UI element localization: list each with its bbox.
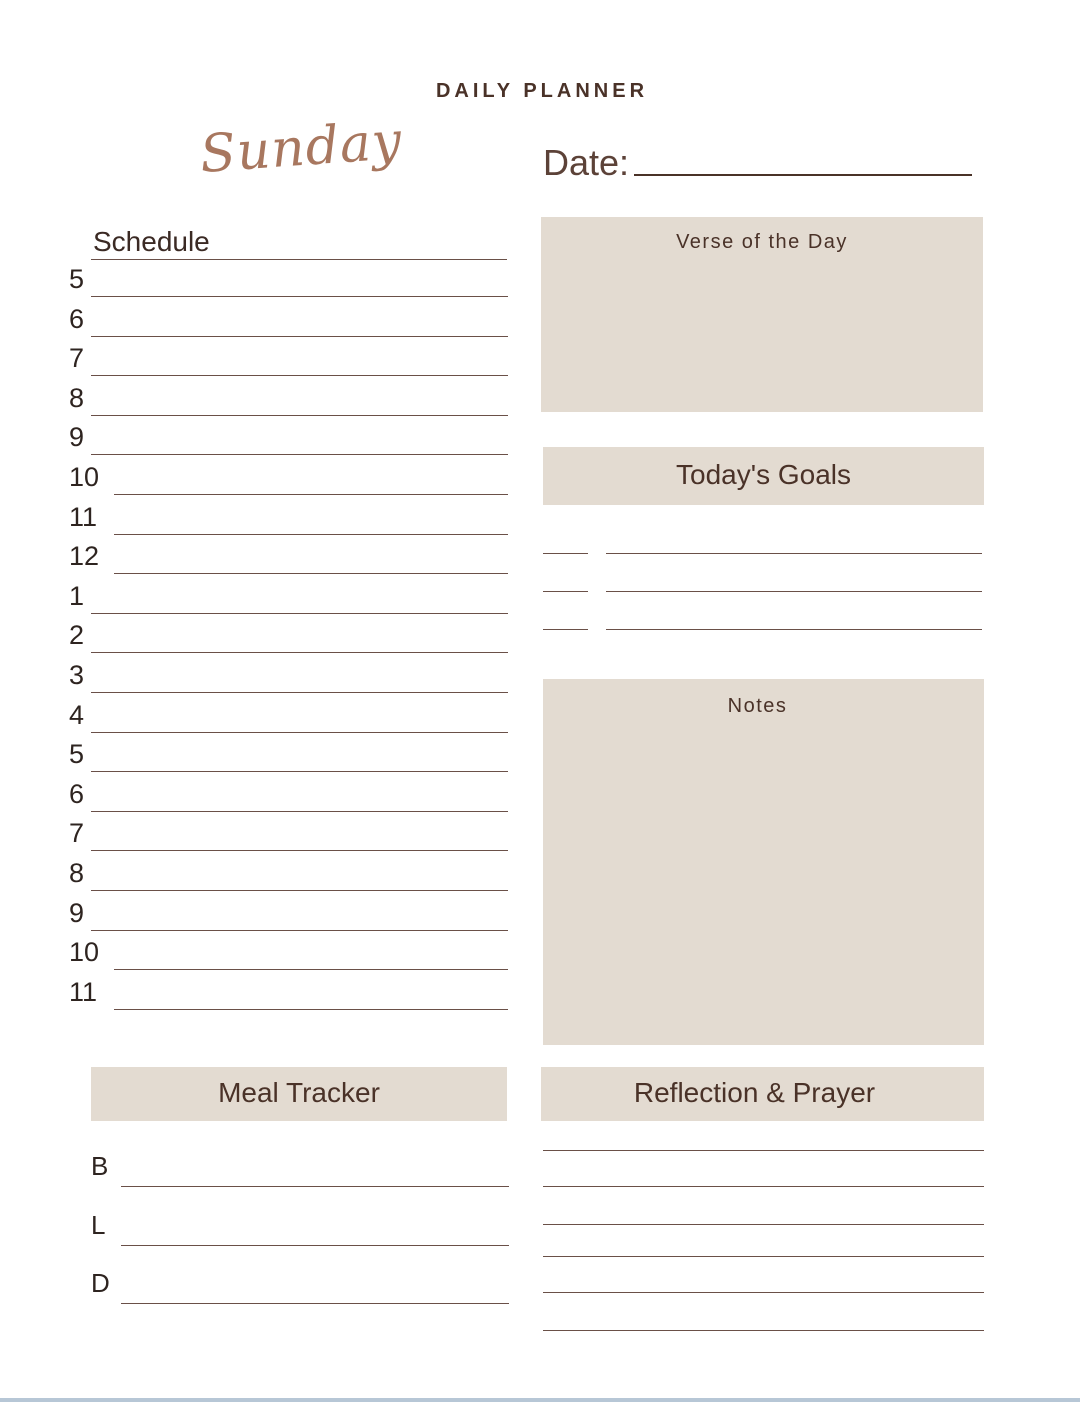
schedule-hour: 1 — [69, 580, 85, 611]
verse-title: Verse of the Day — [676, 231, 848, 253]
schedule-line[interactable] — [91, 930, 508, 931]
schedule-line[interactable] — [91, 454, 508, 455]
planner-title: DAILY PLANNER — [435, 80, 649, 102]
reflection-header — [541, 1067, 984, 1121]
verse-box[interactable] — [541, 217, 983, 412]
notes-box[interactable] — [543, 679, 984, 1045]
date-field[interactable] — [634, 174, 972, 176]
meal-letter: B — [91, 1151, 109, 1181]
schedule-line[interactable] — [91, 771, 508, 772]
schedule-hour: 6 — [69, 303, 85, 334]
schedule-hour: 7 — [69, 818, 85, 849]
schedule-hour: 6 — [69, 778, 85, 809]
goals-title: Today's Goals — [676, 459, 851, 490]
schedule-hour: 11 — [69, 501, 98, 532]
schedule-hour: 8 — [69, 858, 85, 888]
schedule-hour: 5 — [69, 264, 85, 294]
meal-header — [91, 1067, 507, 1121]
schedule-hour: 5 — [69, 739, 85, 770]
meal-title: Meal Tracker — [218, 1077, 380, 1108]
schedule-line[interactable] — [91, 652, 508, 653]
schedule-line[interactable] — [114, 573, 508, 574]
reflection-line[interactable] — [543, 1330, 984, 1331]
goal-checkbox-line[interactable] — [543, 553, 588, 554]
reflection-title: Reflection & Prayer — [633, 1077, 876, 1108]
schedule-hour: 10 — [69, 937, 100, 968]
schedule-line[interactable] — [91, 692, 508, 693]
schedule-hour: 12 — [69, 541, 100, 572]
schedule-line[interactable] — [114, 1009, 508, 1010]
schedule-line[interactable] — [91, 850, 508, 851]
schedule-hour: 8 — [69, 382, 85, 413]
meal-letter: D — [91, 1268, 110, 1298]
meal-line[interactable] — [121, 1245, 509, 1246]
goal-line[interactable] — [606, 591, 982, 592]
date-label: Date: — [543, 142, 630, 183]
schedule-line[interactable] — [114, 534, 508, 535]
schedule-line[interactable] — [114, 969, 508, 970]
goal-checkbox-line[interactable] — [543, 629, 588, 630]
schedule-line[interactable] — [91, 336, 508, 337]
goal-checkbox-line[interactable] — [543, 591, 588, 592]
reflection-line[interactable] — [543, 1186, 984, 1187]
bottom-border — [0, 1398, 1080, 1402]
schedule-line[interactable] — [114, 494, 508, 495]
reflection-line[interactable] — [543, 1224, 984, 1225]
schedule-hour: 9 — [69, 422, 85, 453]
schedule-line[interactable] — [91, 613, 508, 614]
schedule-hour: 11 — [69, 976, 98, 1007]
schedule-line[interactable] — [91, 811, 508, 812]
meal-line[interactable] — [121, 1303, 509, 1304]
reflection-line[interactable] — [543, 1292, 984, 1293]
schedule-hour: 2 — [69, 620, 85, 651]
schedule-hour: 4 — [69, 699, 85, 730]
schedule-hour: 3 — [69, 660, 85, 690]
goals-header — [543, 447, 984, 505]
schedule-line[interactable] — [91, 890, 508, 891]
schedule-line[interactable] — [91, 375, 508, 376]
schedule-line[interactable] — [91, 415, 508, 416]
reflection-line[interactable] — [543, 1150, 984, 1151]
reflection-line[interactable] — [543, 1256, 984, 1257]
schedule-hour: 7 — [69, 343, 85, 374]
schedule-header-rule — [91, 259, 507, 260]
schedule-line[interactable] — [91, 296, 508, 297]
notes-title: Notes — [727, 695, 788, 717]
goal-line[interactable] — [606, 629, 982, 630]
schedule-line[interactable] — [91, 732, 508, 733]
day-name: Sunday — [198, 111, 405, 185]
schedule-label: Schedule — [93, 226, 210, 257]
goal-line[interactable] — [606, 553, 982, 554]
meal-letter: L — [91, 1210, 106, 1240]
meal-line[interactable] — [121, 1186, 509, 1187]
schedule-hour: 10 — [69, 462, 100, 492]
schedule-hour: 9 — [69, 897, 85, 928]
